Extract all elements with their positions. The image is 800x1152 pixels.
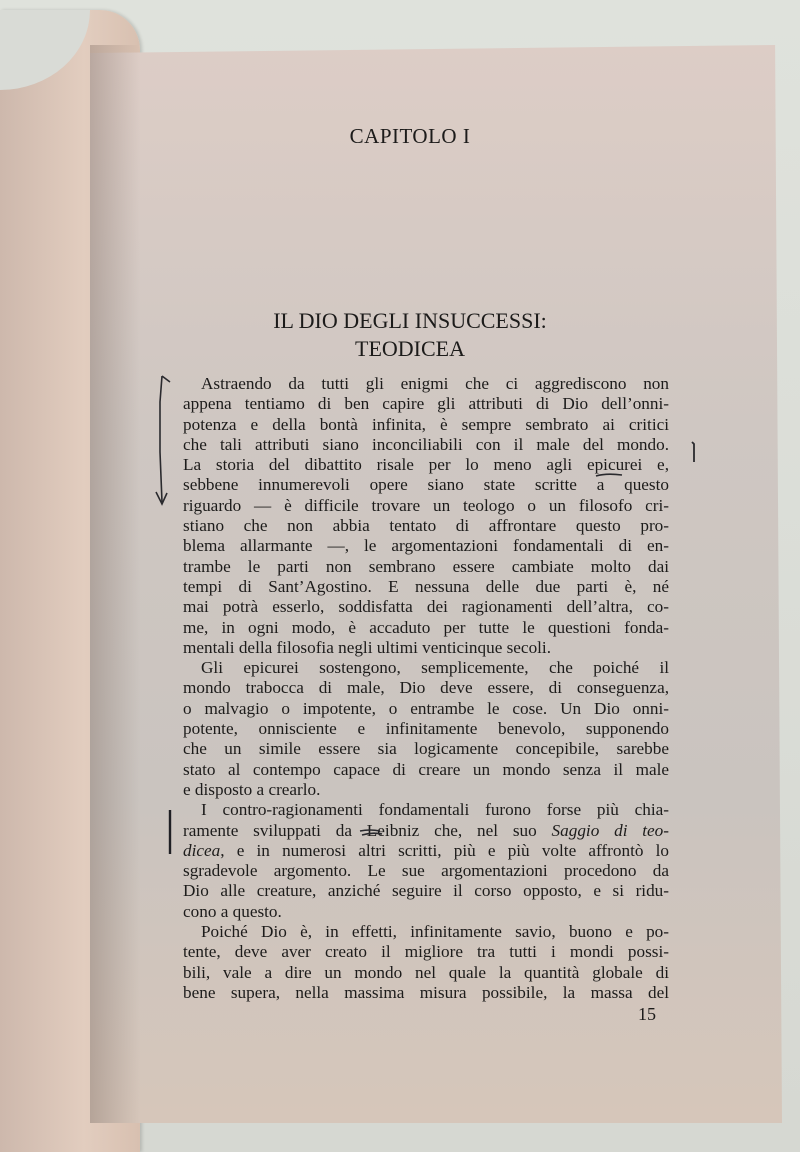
chapter-title-line-1: IL DIO DEGLI INSUCCESSI: [273, 308, 547, 333]
text-line: appena tentiamo di ben capire gli attributi di Dio dell’onni- [183, 394, 669, 414]
text-line: bili, vale a dire un mondo nel quale la quantità globale di [183, 962, 669, 982]
text-line: potenza e della bontà infinita, è sempre sembrato ai critici [183, 414, 669, 434]
text-line: mentali della filosofia negli ultimi venticinque secoli. [183, 637, 552, 657]
text-line [183, 841, 669, 861]
body-text [183, 374, 669, 1003]
text-line: potente, onnisciente e infinitamente benevolo, supponendo [183, 719, 669, 739]
paragraph-1 [183, 374, 669, 658]
text-line: mondo trabocca di male, Dio deve essere, di conseguenza, [183, 678, 669, 698]
text-line [183, 821, 669, 841]
gutter-shadow [90, 45, 140, 1123]
text-line: che tali attributi siano inconciliabili con il male del mondo. [183, 434, 669, 454]
text-line: me, in ogni modo, è accaduto per tutte le questioni fonda- [183, 617, 669, 637]
text-line: Poiché Dio è, in effetti, infinitamente savio, buono e po- [201, 922, 669, 942]
text-line: trambe le parti non sembrano essere cambiate molto dai [183, 556, 669, 576]
text-line: Astraendo da tutti gli enigmi che ci aggrediscono non [201, 374, 669, 393]
page-number: 15 [638, 1004, 656, 1024]
chapter-title [0, 307, 800, 363]
paragraph-2 [183, 658, 669, 800]
text-line: riguardo — è difficile trovare un teologo o un filosofo cri- [183, 495, 669, 515]
text-line: sebbene innumerevoli opere siano state scritte a questo [183, 475, 669, 495]
text-line: blema allarmante —, le argomentazioni fondamentali di en- [183, 536, 669, 556]
text-line: cono a questo. [183, 901, 282, 921]
paragraph-3 [183, 800, 669, 922]
text-line: tente, deve aver creato il migliore tra tutti i mondi possi- [183, 942, 669, 962]
page-curl [0, 10, 90, 90]
text-line: I contro-ragionamenti fondamentali furono forse più chia- [201, 800, 669, 820]
text-segment: ramente sviluppati da Leibniz che, nel suo [183, 820, 537, 840]
book-title-italic: Saggio di teo- [551, 820, 669, 840]
text-line: e disposto a crearlo. [183, 779, 321, 799]
text-line: sgradevole argomento. Le sue argomentazioni procedono da [183, 861, 669, 881]
text-line: che un simile essere sia logicamente concepibile, sarebbe [183, 739, 669, 759]
text-line: stiano che non abbia tentato di affrontare questo pro- [183, 516, 669, 536]
text-line: stato al contempo capace di creare un mondo senza il male [183, 759, 669, 779]
text-line: tempi di Sant’Agostino. E nessuna delle due parti è, né [183, 576, 669, 596]
text-line: bene supera, nella massima misura possibile, la massa del [183, 982, 669, 1002]
chapter-label: CAPITOLO I [349, 124, 471, 148]
chapter-title-line-2: TEODICEA [355, 336, 465, 361]
book-title-italic: dicea [183, 840, 221, 860]
text-line: Dio alle creature, anziché seguire il corso opposto, e si ridu- [183, 881, 669, 901]
text-line: o malvagio o impotente, o entrambe le cose. Un Dio onni- [183, 698, 669, 718]
paragraph-4 [183, 922, 669, 1003]
text-line: La storia del dibattito risale per lo meno agli epicurei e, [183, 455, 669, 475]
text-line: Gli epicurei sostengono, semplicemente, che poiché il [201, 658, 669, 678]
text-line: mai potrà esserlo, soddisfatta dei ragionamenti dell’altra, co- [183, 597, 669, 617]
text-segment: , e in numerosi altri scritti, più e più volte affrontò lo [220, 840, 669, 860]
